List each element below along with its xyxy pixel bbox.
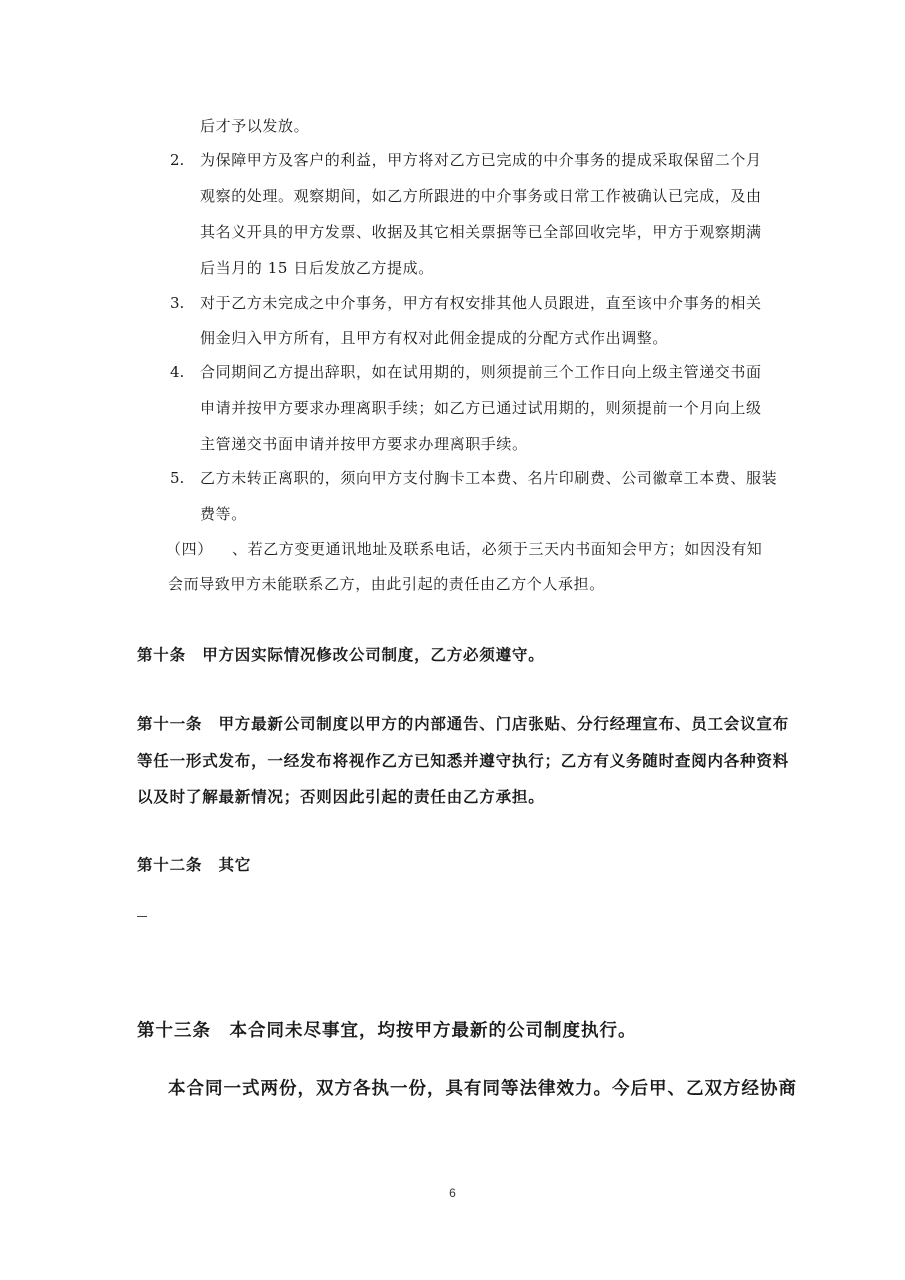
- list-number: 5.: [170, 469, 185, 487]
- paragraph-line: 费等。: [200, 505, 247, 523]
- paragraph-line: 观察的处理。观察期间，如乙方所跟进的中介事务或日常工作被确认已完成，及由: [200, 187, 762, 205]
- paragraph-line: 为保障甲方及客户的利益，甲方将对乙方已完成的中介事务的提成采取保留二个月: [200, 151, 762, 169]
- article-heading: 第十三条 本合同未尽事宜，均按甲方最新的公司制度执行。: [137, 1021, 637, 1041]
- paragraph-line: 佣金归入甲方所有，且甲方有权对此佣金提成的分配方式作出调整。: [200, 329, 669, 347]
- paragraph-line: 以及时了解最新情况；否则因此引起的责任由乙方承担。: [137, 787, 545, 806]
- list-number: 2.: [170, 151, 185, 169]
- blank-line-mark: [137, 916, 147, 917]
- section-label: （四）: [166, 540, 213, 558]
- article-heading: 第十条 甲方因实际情况修改公司制度，乙方必须遵守。: [137, 645, 545, 664]
- paragraph-line: 等任一形式发布，一经发布将视作乙方已知悉并遵守执行；乙方有义务随时查阅内各种资料: [137, 751, 790, 770]
- paragraph-line: 、若乙方变更通讯地址及联系电话，必须于三天内书面知会甲方；如因没有知: [232, 540, 763, 558]
- paragraph-line: 合同期间乙方提出辞职，如在试用期的，则须提前三个工作日向上级主管递交书面: [200, 363, 762, 381]
- paragraph-line: 申请并按甲方要求办理离职手续；如乙方已通过试用期的，则须提前一个月向上级: [200, 399, 762, 417]
- article-heading: 第十一条 甲方最新公司制度以甲方的内部通告、门店张贴、分行经理宣布、员工会议宣布: [137, 714, 790, 733]
- paragraph-line: 其名义开具的甲方发票、收据及其它相关票据等已全部回收完毕，甲方于观察期满: [200, 223, 762, 241]
- list-number: 3.: [170, 294, 185, 312]
- paragraph-line: 后才予以发放。: [200, 117, 310, 135]
- paragraph-line: 对于乙方未完成之中介事务，甲方有权安排其他人员跟进，直至该中介事务的相关: [200, 294, 762, 312]
- list-number: 4.: [170, 363, 185, 381]
- page-number: 6: [449, 1186, 456, 1200]
- paragraph-line: 后当月的 15 日后发放乙方提成。: [200, 259, 434, 277]
- paragraph-line: 本合同一式两份，双方各执一份，具有同等法律效力。今后甲、乙双方经协商: [168, 1079, 797, 1099]
- paragraph-line: 会而导致甲方未能联系乙方，由此引起的责任由乙方个人承担。: [168, 575, 605, 593]
- paragraph-line: 主管递交书面申请并按甲方要求办理离职手续。: [200, 435, 528, 453]
- paragraph-line: 乙方未转正离职的，须向甲方支付胸卡工本费、名片印刷费、公司徽章工本费、服装: [200, 469, 778, 487]
- article-heading: 第十二条 其它: [137, 855, 252, 874]
